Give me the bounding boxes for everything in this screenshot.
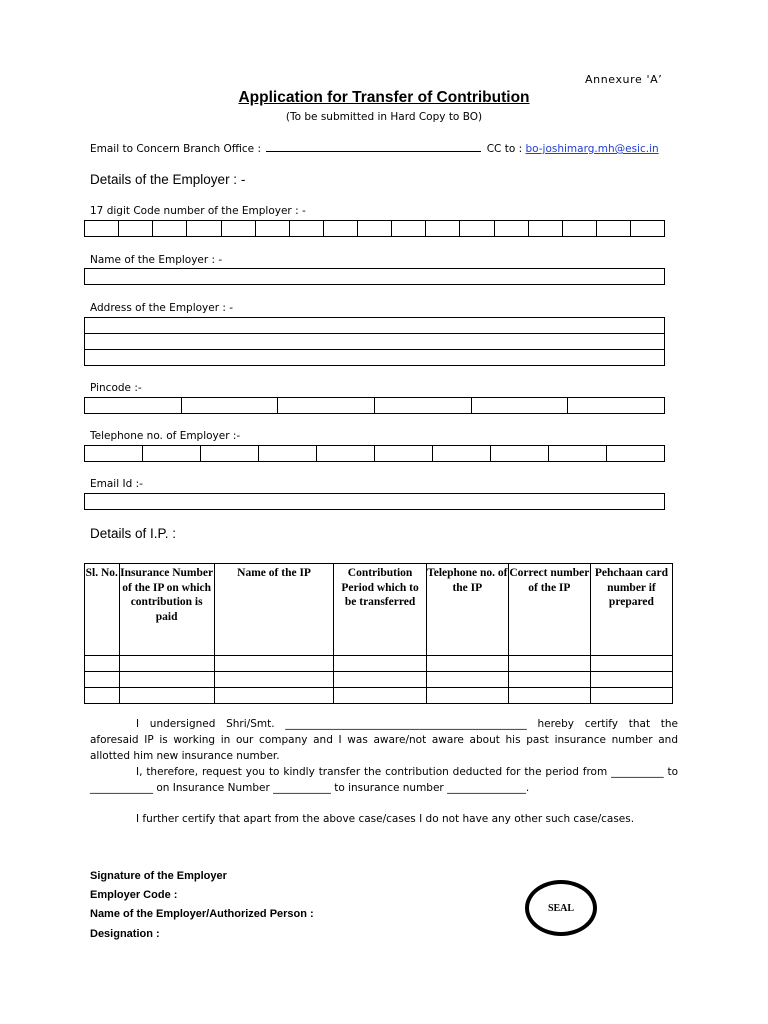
table-cell[interactable]	[426, 672, 508, 688]
authorized-person-label: Name of the Employer/Authorized Person :	[90, 908, 314, 920]
col-correct-number: Correct number of the IP	[508, 564, 590, 656]
email-line	[90, 142, 659, 155]
table-cell[interactable]	[214, 688, 334, 704]
form-subtitle: (To be submitted in Hard Copy to BO)	[285, 111, 483, 123]
pincode-label: Pincode :-	[90, 382, 142, 394]
pincode-cell[interactable]	[375, 398, 472, 413]
employer-code-label: 17 digit Code number of the Employer : -	[90, 205, 306, 217]
ip-table-header	[85, 564, 673, 656]
employer-code-cell[interactable]	[426, 221, 460, 236]
employer-code-cell[interactable]	[597, 221, 631, 236]
telephone-cell[interactable]	[375, 446, 433, 461]
ip-section-title: Details of I.P. :	[90, 526, 177, 541]
employer-code-sign-label: Employer Code :	[90, 889, 178, 901]
form-title: Application for Transfer of Contribution	[238, 89, 530, 106]
employer-code-grid[interactable]	[84, 220, 665, 237]
pincode-cell[interactable]	[472, 398, 569, 413]
table-cell[interactable]	[214, 672, 334, 688]
designation-label: Designation :	[90, 928, 160, 940]
employer-code-cell[interactable]	[290, 221, 324, 236]
pincode-grid[interactable]	[84, 397, 665, 414]
email-id-field[interactable]	[84, 493, 665, 510]
employer-code-cell[interactable]	[529, 221, 563, 236]
telephone-cell[interactable]	[85, 446, 143, 461]
declaration-paragraph-2: I, therefore, request you to kindly transfer the contribution deducted for the period from __________ to ____________ on Insurance Number ___________ to insurance number _______________.	[90, 766, 678, 794]
telephone-cell[interactable]	[317, 446, 375, 461]
col-sl-no: Sl. No.	[85, 564, 120, 656]
telephone-cell[interactable]	[607, 446, 664, 461]
col-pehchaan-card: Pehchaan card number if prepared	[590, 564, 672, 656]
table-cell[interactable]	[508, 672, 590, 688]
declaration-paragraph-1: I undersigned Shri/Smt. ______________________________________________ hereby certify that the aforesaid IP is working in our company and I was aware/not aware about his past insurance number and allotted him new insurance number.	[90, 718, 678, 762]
table-cell[interactable]	[334, 672, 426, 688]
address-line[interactable]	[85, 318, 664, 334]
employer-code-cell[interactable]	[495, 221, 529, 236]
telephone-label: Telephone no. of Employer :-	[90, 430, 241, 442]
table-cell[interactable]	[590, 656, 672, 672]
employer-code-cell[interactable]	[392, 221, 426, 236]
table-cell[interactable]	[334, 688, 426, 704]
telephone-cell[interactable]	[549, 446, 607, 461]
table-row	[85, 656, 673, 672]
table-cell[interactable]	[590, 688, 672, 704]
cc-email-link[interactable]: bo-joshimarg.mh@esic.in	[525, 143, 659, 155]
pincode-cell[interactable]	[278, 398, 375, 413]
table-cell[interactable]	[334, 656, 426, 672]
table-cell[interactable]	[508, 688, 590, 704]
table-cell[interactable]	[85, 656, 120, 672]
table-cell[interactable]	[119, 688, 214, 704]
employer-address-label: Address of the Employer : -	[90, 302, 234, 314]
address-line[interactable]	[85, 350, 664, 366]
telephone-cell[interactable]	[201, 446, 259, 461]
employer-code-cell[interactable]	[460, 221, 494, 236]
table-row	[85, 672, 673, 688]
seal-stamp	[525, 880, 597, 936]
employer-code-cell[interactable]	[324, 221, 358, 236]
employer-code-cell[interactable]	[256, 221, 290, 236]
ip-details-table	[84, 563, 673, 704]
employer-code-cell[interactable]	[153, 221, 187, 236]
signature-label: Signature of the Employer	[90, 870, 227, 882]
employer-address-field[interactable]	[84, 317, 665, 366]
pincode-cell[interactable]	[568, 398, 664, 413]
table-cell[interactable]	[119, 672, 214, 688]
email-branch-label: Email to Concern Branch Office :	[90, 143, 265, 155]
pincode-cell[interactable]	[85, 398, 182, 413]
table-cell[interactable]	[426, 656, 508, 672]
employer-code-cell[interactable]	[563, 221, 597, 236]
employer-code-cell[interactable]	[85, 221, 119, 236]
address-line[interactable]	[85, 334, 664, 350]
telephone-cell[interactable]	[259, 446, 317, 461]
col-ip-name: Name of the IP	[214, 564, 334, 656]
telephone-cell[interactable]	[491, 446, 549, 461]
telephone-cell[interactable]	[433, 446, 491, 461]
table-cell[interactable]	[85, 672, 120, 688]
declaration-paragraph-3: I further certify that apart from the above case/cases I do not have any other such case/cases.	[136, 813, 635, 825]
cc-label: CC to :	[486, 143, 526, 155]
annexure-label: Annexure 'A’	[585, 73, 663, 86]
seal-text: SEAL	[547, 902, 575, 914]
table-cell[interactable]	[85, 688, 120, 704]
branch-email-blank[interactable]	[266, 142, 481, 152]
employer-code-cell[interactable]	[119, 221, 153, 236]
employer-code-cell[interactable]	[187, 221, 221, 236]
employer-code-cell[interactable]	[631, 221, 664, 236]
employer-code-cell[interactable]	[358, 221, 392, 236]
employer-name-field[interactable]	[84, 268, 665, 285]
email-id-label: Email Id :-	[90, 478, 143, 490]
telephone-grid[interactable]	[84, 445, 665, 462]
telephone-cell[interactable]	[143, 446, 201, 461]
employer-code-cell[interactable]	[222, 221, 256, 236]
table-cell[interactable]	[426, 688, 508, 704]
col-ip-telephone: Telephone no. of the IP	[426, 564, 508, 656]
table-cell[interactable]	[214, 656, 334, 672]
pincode-cell[interactable]	[182, 398, 279, 413]
employer-section-title: Details of the Employer : -	[90, 172, 246, 187]
col-contribution-period: Contribution Period which to be transferred	[334, 564, 426, 656]
col-insurance-number: Insurance Number of the IP on which contribution is paid	[119, 564, 214, 656]
table-cell[interactable]	[590, 672, 672, 688]
table-cell[interactable]	[119, 656, 214, 672]
employer-name-label: Name of the Employer : -	[90, 254, 223, 266]
table-row	[85, 688, 673, 704]
table-cell[interactable]	[508, 656, 590, 672]
